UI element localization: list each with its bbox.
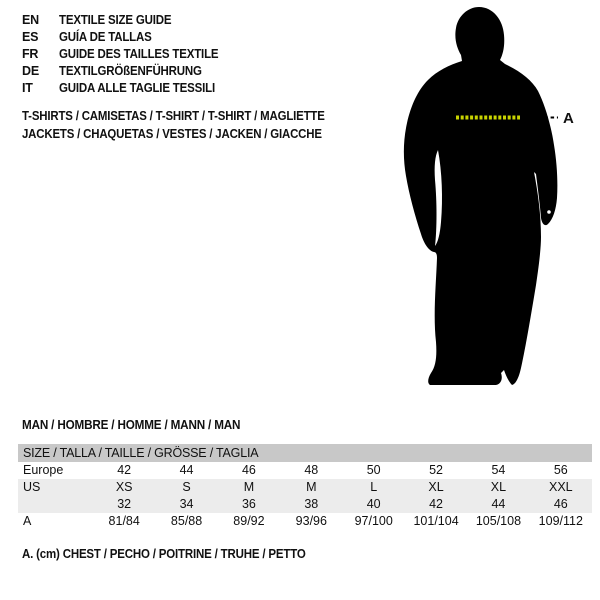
table-cell: 93/96: [295, 514, 327, 528]
table-cell: XL: [428, 480, 444, 494]
language-code: EN: [22, 13, 39, 27]
table-row-europe: [18, 462, 592, 479]
table-cell: 101/104: [413, 514, 459, 528]
table-row-chest-cm: [18, 513, 592, 530]
table-cell: 40: [366, 497, 381, 511]
table-cell: 50: [366, 463, 381, 477]
table-cell: M: [306, 480, 317, 494]
table-cell: 81/84: [108, 514, 140, 528]
table-cell: 97/100: [354, 514, 393, 528]
category-jackets: JACKETS / CHAQUETAS / VESTES / JACKEN / GIACCHE: [22, 126, 322, 141]
table-cell: 46: [241, 463, 256, 477]
table-cell: 54: [491, 463, 506, 477]
hand-gap: [547, 210, 551, 214]
guide-title: GUIDE DES TAILLES TEXTILE: [59, 47, 219, 61]
table-cell: 38: [304, 497, 319, 511]
guide-title: GUÍA DE TALLAS: [59, 30, 152, 44]
table-cell: 48: [304, 463, 319, 477]
guide-title: TEXTILGRÖßENFÜHRUNG: [59, 64, 202, 78]
table-cell: XS: [115, 480, 133, 494]
table-cell: 42: [117, 463, 132, 477]
guide-title: GUIDA ALLE TAGLIE TESSILI: [59, 81, 215, 95]
table-cell: 32: [117, 497, 132, 511]
row-label: [18, 496, 93, 513]
row-label: Europe: [23, 463, 64, 477]
table-cell: 109/112: [538, 514, 583, 528]
table-cell: 44: [491, 497, 506, 511]
measurement-footnote: A. (cm) CHEST / PECHO / POITRINE / TRUHE / PETTO: [22, 547, 306, 561]
row-label: A: [23, 514, 32, 528]
table-row-numeric: [18, 496, 592, 513]
table-cell: S: [182, 480, 191, 494]
table-cell: 52: [429, 463, 444, 477]
table-cell: XL: [490, 480, 507, 494]
guide-title: TEXTILE SIZE GUIDE: [59, 13, 172, 27]
table-cell: L: [370, 480, 378, 494]
size-table-header: SIZE / TALLA / TAILLE / GRÖSSE / TAGLIA: [18, 444, 592, 462]
table-cell: XXL: [548, 480, 573, 494]
table-cell: 44: [179, 463, 194, 477]
language-code: FR: [22, 47, 39, 61]
table-cell: 42: [429, 497, 444, 511]
table-cell: 56: [553, 463, 568, 477]
table-cell: 85/88: [170, 514, 203, 528]
table-cell: M: [243, 480, 255, 494]
size-table: [18, 444, 592, 530]
row-label: US: [23, 480, 41, 494]
man-silhouette: [404, 7, 558, 385]
table-cell: 89/92: [233, 514, 265, 528]
table-cell: 46: [553, 497, 568, 511]
category-tshirts: T-SHIRTS / CAMISETAS / T-SHIRT / T-SHIRT / MAGLIETTE: [22, 108, 325, 123]
table-cell: 105/108: [475, 514, 522, 528]
section-title-man: MAN / HOMBRE / HOMME / MANN / MAN: [22, 417, 241, 432]
language-code: DE: [22, 64, 39, 78]
measurement-label: A: [563, 110, 574, 127]
table-row-us: [18, 479, 592, 496]
table-cell: 34: [179, 497, 194, 511]
language-code: IT: [22, 81, 33, 95]
language-code: ES: [22, 30, 39, 44]
table-cell: 36: [241, 497, 256, 511]
